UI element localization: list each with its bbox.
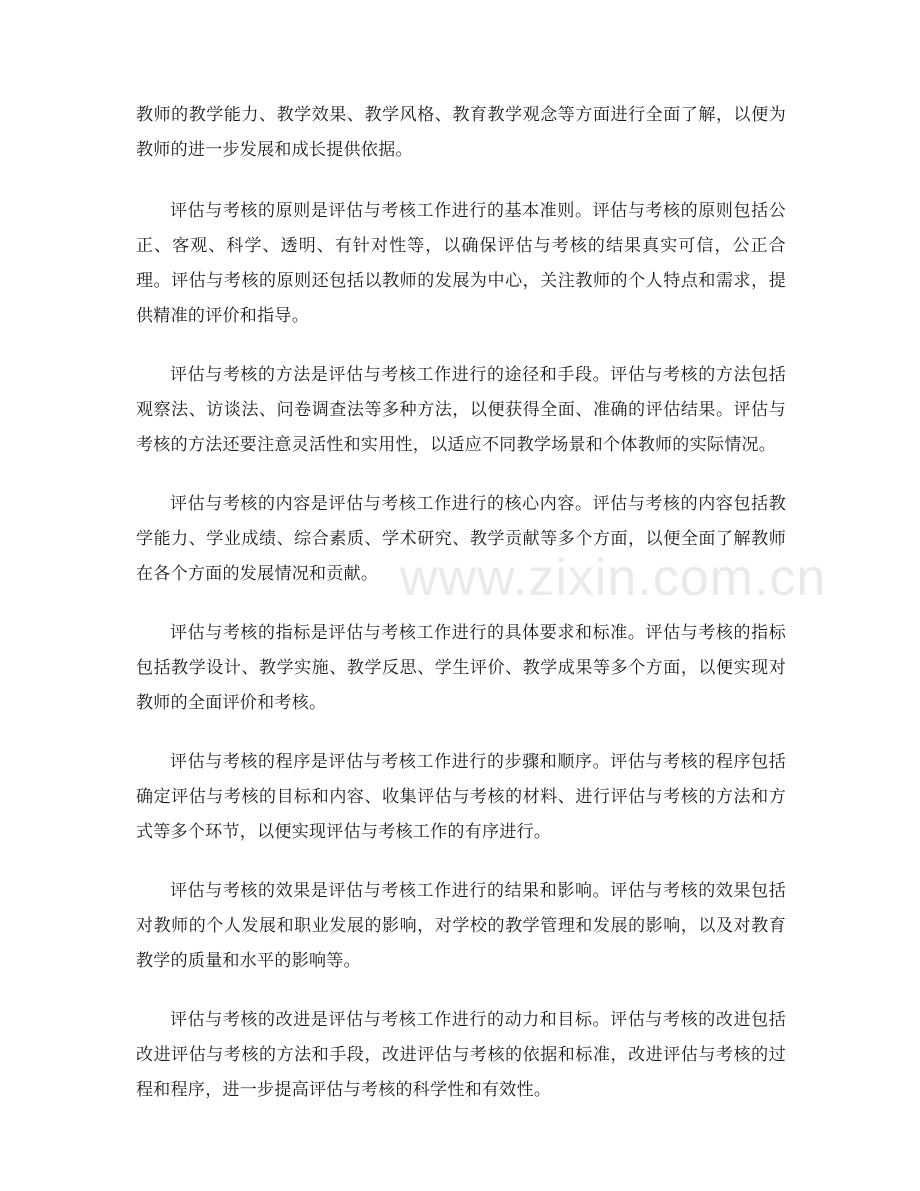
paragraph-methods: 评估与考核的方法是评估与考核工作进行的途径和手段。评估与考核的方法包括观察法、访谈法、问卷调查法等多种方法，以便获得全面、准确的评估结果。评估与考核的方法还要注意灵活性和实用性，以适应不同教学场景和个体教师的实际情况。 [136,365,786,455]
paragraph-content: 评估与考核的内容是评估与考核工作进行的核心内容。评估与考核的内容包括教学能力、学业成绩、综合素质、学术研究、教学贡献等多个方面，以便全面了解教师在各个方面的发展情况和贡献。 [136,494,786,584]
paragraph-continuation: 教师的教学能力、教学效果、教学风格、教育教学观念等方面进行全面了解，以便为教师的进一步发展和成长提供依据。 [136,105,786,160]
paragraph-improvement: 评估与考核的改进是评估与考核工作进行的动力和目标。评估与考核的改进包括改进评估与考核的方法和手段，改进评估与考核的依据和标准，改进评估与考核的过程和程序，进一步提高评估与考核的科学性和有效性。 [136,1010,786,1100]
paragraph-procedure: 评估与考核的程序是评估与考核工作进行的步骤和顺序。评估与考核的程序包括确定评估与考核的目标和内容、收集评估与考核的材料、进行评估与考核的方法和方式等多个环节，以便实现评估与考核工作的有序进行。 [136,752,786,842]
watermark: www.zixin.com.cn [400,549,827,607]
paragraph-indicators: 评估与考核的指标是评估与考核工作进行的具体要求和标准。评估与考核的指标包括教学设计、教学实施、教学反思、学生评价、教学成果等多个方面，以便实现对教师的全面评价和考核。 [136,623,786,713]
paragraph-effects: 评估与考核的效果是评估与考核工作进行的结果和影响。评估与考核的效果包括对教师的个人发展和职业发展的影响，对学校的教学管理和发展的影响，以及对教育教学的质量和水平的影响等。 [136,881,786,971]
document-body [136,98,786,1132]
paragraph-principles: 评估与考核的原则是评估与考核工作进行的基本准则。评估与考核的原则包括公正、客观、科学、透明、有针对性等，以确保评估与考核的结果真实可信，公正合理。评估与考核的原则还包括以教师的发展为中心，关注教师的个人特点和需求，提供精准的评价和指导。 [136,201,786,326]
